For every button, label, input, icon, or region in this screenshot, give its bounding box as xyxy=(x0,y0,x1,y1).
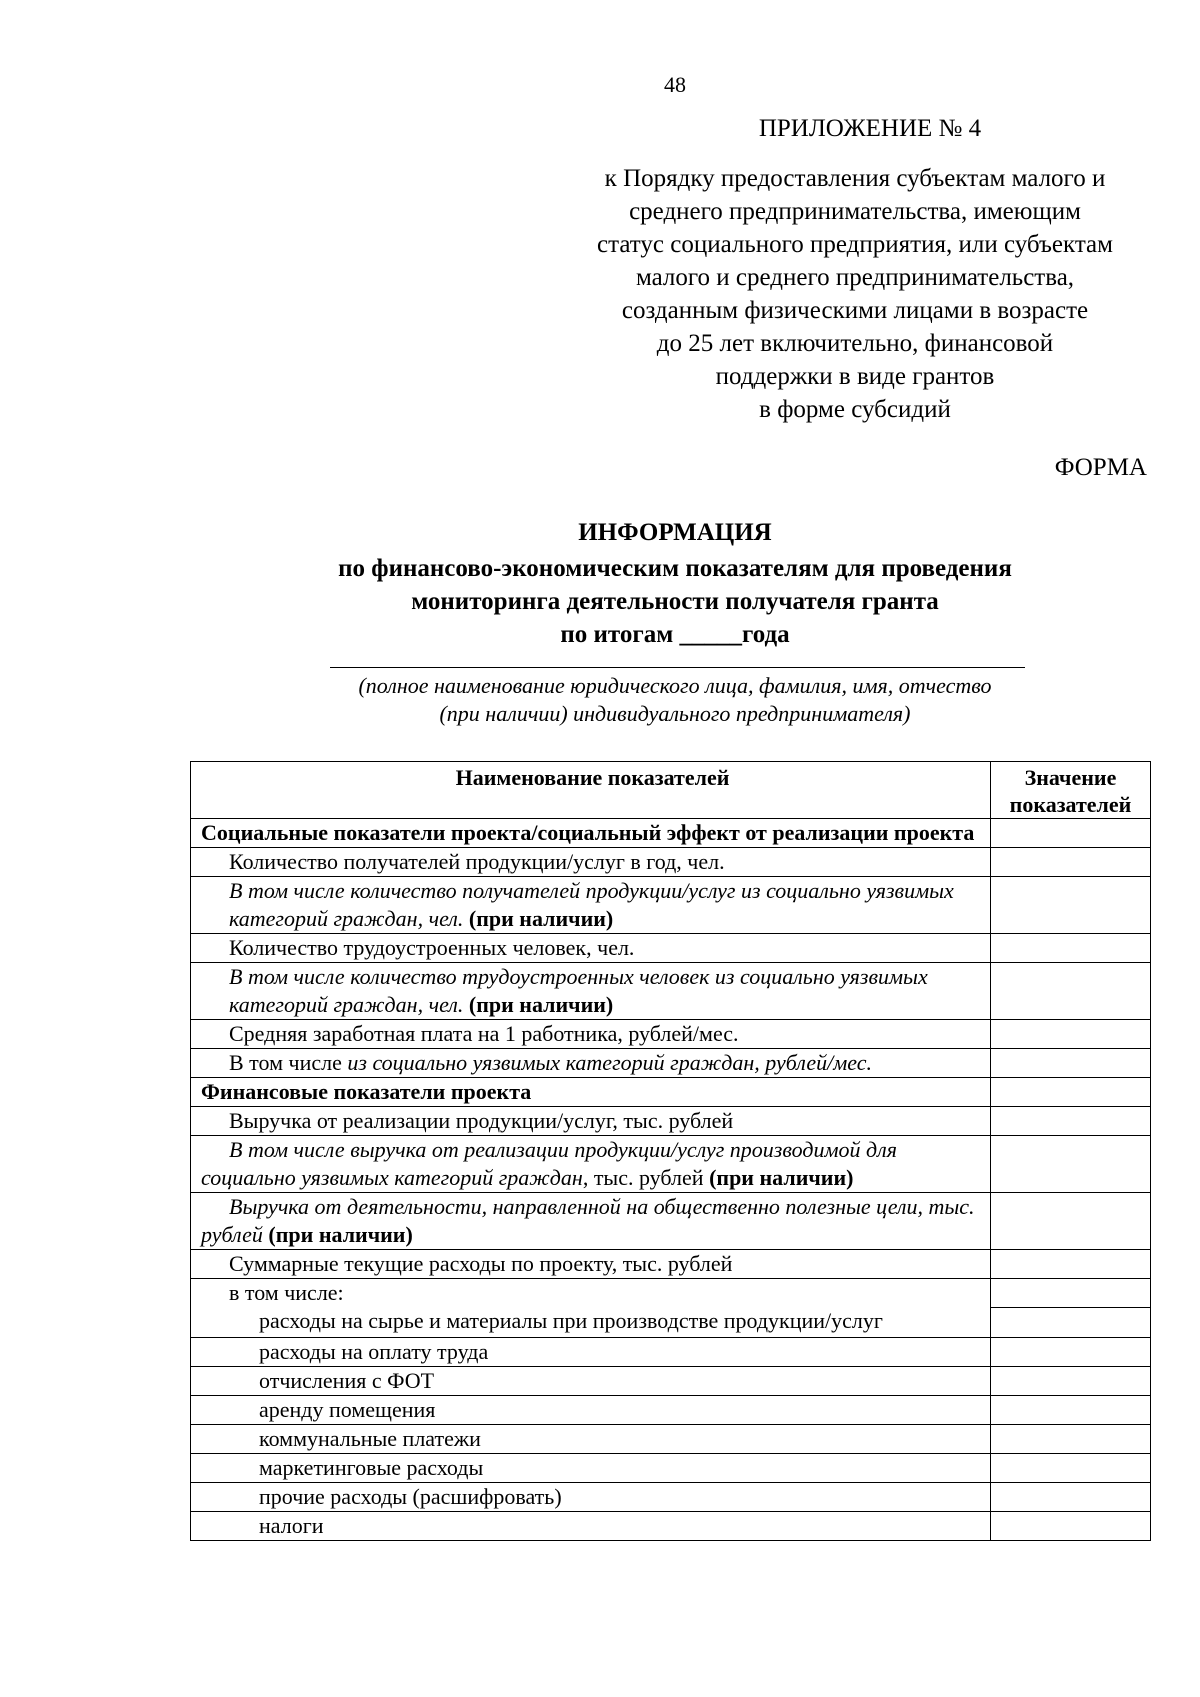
row-employed: Количество трудоустроенных человек, чел. xyxy=(191,934,991,963)
row-text-plain: , тыс. рублей xyxy=(582,1165,704,1190)
value-cell[interactable] xyxy=(991,1020,1151,1049)
value-cell[interactable] xyxy=(991,1193,1151,1250)
row-total-costs: Суммарные текущие расходы по проекту, тыс. рублей xyxy=(191,1250,991,1279)
table-row xyxy=(191,1078,1151,1107)
table-row xyxy=(191,934,1151,963)
row-text-bold: (при наличии) xyxy=(468,992,614,1017)
value-cell[interactable] xyxy=(991,1307,1150,1337)
value-cell[interactable] xyxy=(991,1338,1151,1367)
row-revenue: Выручка от реализации продукции/услуг, тыс. рублей xyxy=(191,1107,991,1136)
row-rent: аренду помещения xyxy=(191,1396,991,1425)
row-labor: расходы на оплату труда xyxy=(191,1338,991,1367)
row-text-bold: (при наличии) xyxy=(709,1165,854,1190)
table-row xyxy=(191,819,1151,848)
row-recipients: Количество получателей продукции/услуг в год, чел. xyxy=(191,848,991,877)
row-text-italic: В том числе выручка от реализации продукции/услуг производимой для социально уязвимых категорий граждан xyxy=(201,1137,897,1190)
table-row xyxy=(191,963,1151,1020)
value-cell[interactable] xyxy=(991,934,1151,963)
subtitle-line: по финансово-экономическим показателям для проведения xyxy=(338,555,1012,582)
value-cell[interactable] xyxy=(991,819,1151,848)
row-text-plain: В том числе xyxy=(229,1050,342,1075)
table-row xyxy=(191,1425,1151,1454)
table-row xyxy=(191,1338,1151,1367)
document-title: ИНФОРМАЦИЯ xyxy=(578,519,772,546)
org-caption-line: (при наличии) индивидуального предпринимателя) xyxy=(439,701,911,726)
value-cell[interactable] xyxy=(991,963,1151,1020)
table-row xyxy=(191,848,1151,877)
row-revenue-vulnerable xyxy=(191,1136,991,1193)
row-taxes: налоги xyxy=(191,1512,991,1541)
appendix-ref-line: поддержки в виде грантов xyxy=(715,363,995,390)
value-cell-split xyxy=(991,1279,1151,1338)
appendix-ref-line: статус социального предприятия, или субъектам xyxy=(597,231,1113,258)
row-recipients-vulnerable xyxy=(191,877,991,934)
header-indicator-name: Наименование показателей xyxy=(191,762,991,819)
table-row xyxy=(191,1279,1151,1338)
value-cell[interactable] xyxy=(991,1250,1151,1279)
table-row xyxy=(191,1483,1151,1512)
header-value-line: Значение xyxy=(1024,765,1117,790)
value-cell[interactable] xyxy=(991,1078,1151,1107)
row-payroll-tax: отчисления с ФОТ xyxy=(191,1367,991,1396)
subtitle-line: по итогам _____года xyxy=(560,621,790,648)
table-row xyxy=(191,1020,1151,1049)
row-text-italic: Выручка от деятельности, направленной на общественно полезные цели, тыс. рублей xyxy=(201,1194,975,1247)
appendix-reference xyxy=(560,162,1150,426)
row-utilities: коммунальные платежи xyxy=(191,1425,991,1454)
value-cell[interactable] xyxy=(991,1136,1151,1193)
appendix-title: ПРИЛОЖЕНИЕ № 4 xyxy=(758,115,982,142)
table-row xyxy=(191,1396,1151,1425)
row-including-label: в том числе: xyxy=(229,1280,344,1305)
row-salary-vulnerable xyxy=(191,1049,991,1078)
table-row xyxy=(191,1367,1151,1396)
row-other: прочие расходы (расшифровать) xyxy=(191,1483,991,1512)
row-employed-vulnerable xyxy=(191,963,991,1020)
document-subtitle xyxy=(0,552,1200,651)
table-row xyxy=(191,1512,1151,1541)
table-row xyxy=(191,877,1151,934)
table-row xyxy=(191,1136,1151,1193)
row-salary: Средняя заработная плата на 1 работника, рублей/мес. xyxy=(191,1020,991,1049)
table-row xyxy=(191,1454,1151,1483)
section-social: Социальные показатели проекта/социальный эффект от реализации проекта xyxy=(191,819,991,848)
organization-caption xyxy=(300,672,1050,728)
row-raw-materials: расходы на сырье и материалы при производстве продукции/услуг xyxy=(259,1308,883,1333)
value-cell[interactable] xyxy=(991,1483,1151,1512)
appendix-ref-line: малого и среднего предпринимательства, xyxy=(635,264,1075,291)
value-cell[interactable] xyxy=(991,1512,1151,1541)
table-row xyxy=(191,1049,1151,1078)
indicators-table xyxy=(190,761,1151,1541)
value-cell[interactable] xyxy=(991,848,1151,877)
value-cell[interactable] xyxy=(991,1049,1151,1078)
row-marketing: маркетинговые расходы xyxy=(191,1454,991,1483)
value-cell[interactable] xyxy=(991,1396,1151,1425)
organization-name-line[interactable] xyxy=(330,667,1025,668)
appendix-ref-line: созданным физическими лицами в возрасте xyxy=(621,297,1089,324)
appendix-ref-line: до 25 лет включительно, финансовой xyxy=(656,330,1054,357)
value-cell[interactable] xyxy=(991,1279,1150,1307)
form-label: ФОРМА xyxy=(1054,454,1147,481)
table-row xyxy=(191,1250,1151,1279)
value-cell[interactable] xyxy=(991,1107,1151,1136)
row-text-bold: (при наличии) xyxy=(268,1222,413,1247)
header-indicator-value xyxy=(991,762,1151,819)
row-text-bold: (при наличии) xyxy=(468,906,614,931)
row-revenue-public xyxy=(191,1193,991,1250)
value-cell[interactable] xyxy=(991,1367,1151,1396)
subtitle-line: мониторинга деятельности получателя гранта xyxy=(411,588,939,615)
appendix-ref-line: в форме субсидий xyxy=(759,396,951,423)
page-number: 48 xyxy=(664,72,686,97)
table-row xyxy=(191,1107,1151,1136)
table-header-row xyxy=(191,762,1151,819)
org-caption-line: (полное наименование юридического лица, фамилия, имя, отчество xyxy=(358,673,992,698)
section-financial: Финансовые показатели проекта xyxy=(191,1078,991,1107)
row-text-italic: В том числе количество трудоустроенных человек из социально уязвимых категорий граждан, чел. xyxy=(229,964,928,1017)
value-cell[interactable] xyxy=(991,877,1151,934)
table-row xyxy=(191,1193,1151,1250)
appendix-ref-line: среднего предпринимательства, имеющим xyxy=(629,198,1081,225)
row-including xyxy=(191,1279,991,1338)
row-text-italic: В том числе количество получателей продукции/услуг из социально уязвимых категорий граждан, чел. xyxy=(229,878,954,931)
header-value-line: показателей xyxy=(1009,792,1132,817)
appendix-ref-line: к Порядку предоставления субъектам малого и xyxy=(604,165,1106,192)
row-text-italic: из социально уязвимых категорий граждан, рублей/мес. xyxy=(347,1050,873,1075)
value-cell[interactable] xyxy=(991,1425,1151,1454)
value-cell[interactable] xyxy=(991,1454,1151,1483)
indicators-table-wrapper xyxy=(190,761,1150,1541)
